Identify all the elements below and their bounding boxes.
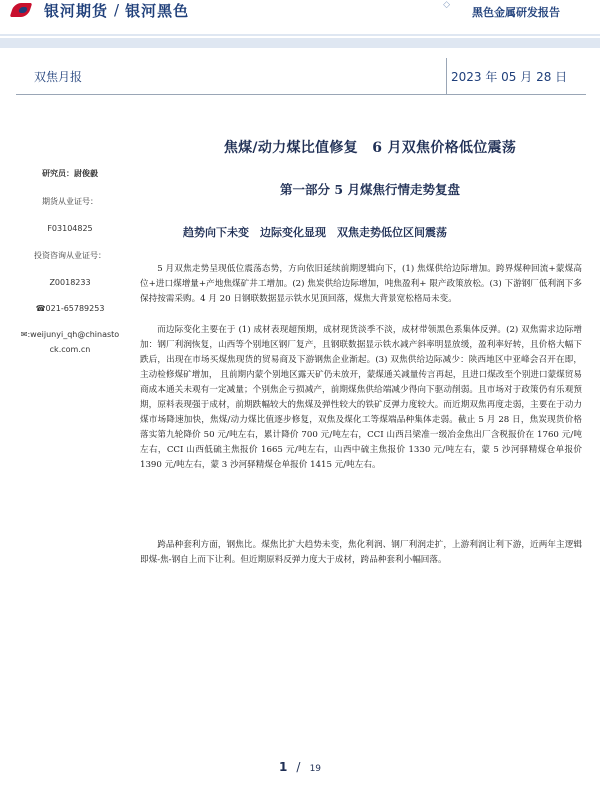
paragraph-2 bbox=[140, 323, 582, 473]
page-separator: / bbox=[296, 760, 301, 774]
paragraph-3 bbox=[140, 538, 582, 568]
brand-name-futures: 银河期货 bbox=[44, 1, 109, 20]
page-header bbox=[0, 0, 600, 34]
license-number: F03104825 bbox=[47, 224, 93, 233]
analyst-info bbox=[10, 163, 130, 357]
document-subheader bbox=[0, 56, 600, 96]
analyst-email[interactable] bbox=[10, 327, 130, 357]
email-line-1: ✉:weijunyi_qh@chinasto bbox=[20, 330, 120, 339]
report-type: 黑色金属研发报告 bbox=[472, 6, 560, 19]
galaxy-logo-icon bbox=[10, 1, 36, 19]
brand-name-black: 银河黑色 bbox=[125, 1, 190, 20]
advisor-license-label: 投资咨询从业证号： bbox=[34, 251, 106, 260]
total-pages: 19 bbox=[309, 764, 322, 774]
paragraph-text: 而边际变化主要在于 (1) 成材表现超预期，成材现货淡季不淡，成材带领黑色系集体反弹。(2) 双焦需求边际增加：钢厂利润恢复，山西等个别地区钢厂复产，且钢联数据显示铁水减产斜率明显放缓，盈利率好转，且价格大幅下跌后，出现在市场买煤焦现货的贸易商及下游钢焦企业渐起。(3) 双焦供给边际减少：陕西地区中亚峰会召开在即，主动检修煤矿增加， 且前期内蒙个别地区露天矿仍未放开，蒙煤通关减量传言再起，且进口煤改至个别进口蒙煤贸易商成本通关未观有一定减量；个别焦企亏损减产，前期煤焦供给端减少得向下驱动削弱。且市场对于政策仍有乐观预期，原料表现强于成材，前期跌幅较大的焦煤及弹性较大的铁矿反弹力度较大。而近期双焦再度走弱，主要在于动力煤市场降速加快，焦煤/动力煤比值逐步修复，双焦及煤化工等煤端品种集体走弱。截止 5 月 28 日，焦炭现货价格落实第九轮降价 50 元/吨左右，累计降价 700 元/吨左右，CCI 山西吕梁准一级冶金焦出厂含税报价在 1760 元/吨左右，CCI 山西低硫主焦报价 1665 元/吨左右，山西中硫主焦报价 1330 元/吨左右，蒙 5 沙河驿精煤仓单报价 1390 元/吨左右，蒙 3 沙河驿精煤仓单报价 1415 元/吨左右。 bbox=[140, 325, 582, 470]
paragraph-1 bbox=[140, 262, 582, 307]
brand bbox=[10, 0, 189, 20]
analyst-name: 研究员：尉俊毅 bbox=[42, 168, 98, 178]
document-date: 2023 年 05 月 28 日 bbox=[451, 70, 568, 84]
document-type: 双焦月报 bbox=[34, 70, 83, 84]
subheader-divider bbox=[446, 58, 447, 94]
main-title: 焦煤/动力煤比值修复 6 月双焦价格低位震荡 bbox=[223, 140, 517, 156]
page-number bbox=[0, 756, 600, 775]
section-title: 第一部分 5 月煤焦行情走势复盘 bbox=[280, 182, 460, 197]
diamond-icon: ◇ bbox=[443, 0, 450, 10]
email-line-2: ck.com.cn bbox=[49, 345, 91, 354]
header-band-stripe bbox=[0, 36, 600, 38]
current-page: 1 bbox=[278, 760, 288, 774]
paragraph-text: 5 月双焦走势呈现低位震荡态势，方向依旧延续前期逻辑向下，(1) 焦煤供给边际增加。跨界煤种回流+蒙煤高位+进口煤增量+产地焦煤矿井工增加。(2) 焦炭供给边际增加，吨焦盈利+ 限产政策放松。(3) 下游钢厂低利润下多保持按需采购。4 月 20 日钢联数据显示铁水见顶回落，煤焦大背景宽松格局未变。 bbox=[140, 264, 582, 304]
advisor-license-number: Z0018233 bbox=[49, 278, 91, 287]
license-label: 期货从业证号： bbox=[42, 197, 98, 206]
subheader-rule bbox=[16, 94, 586, 95]
brand-separator: / bbox=[114, 1, 120, 19]
paragraph-text: 跨品种套利方面，钢焦比。煤焦比扩大趋势未变，焦化利润、钢厂利润走扩，上游利润让利下游，近两年主逻辑即煤-焦-钢自上而下让利。但近期原料反弹力度大于成材，跨品种套利小幅回落。 bbox=[140, 540, 582, 565]
sub-title: 趋势向下未变 边际变化显现 双焦走势低位区间震荡 bbox=[183, 226, 447, 239]
analyst-phone: ☎021-65789253 bbox=[35, 304, 105, 313]
